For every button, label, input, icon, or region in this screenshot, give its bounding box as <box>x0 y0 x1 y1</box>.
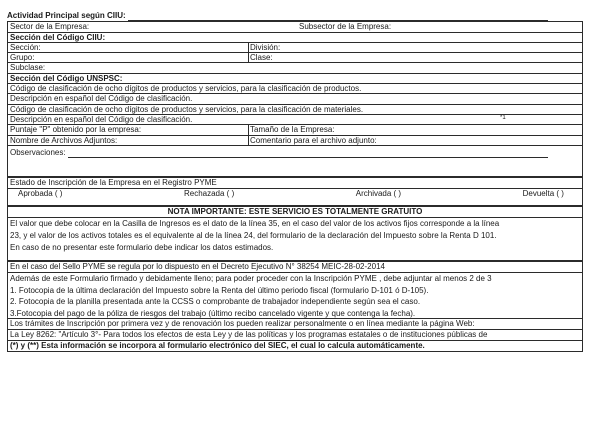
ley-row <box>7 329 583 340</box>
ley-text: La Ley 8262: "Artículo 3°- Para todos los efectos de esta Ley y de las políticas y los programas estatales o de instituciones públicas de <box>10 330 488 340</box>
tamano-field[interactable]: Tamaño de la Empresa: <box>250 125 335 135</box>
sector-label[interactable]: Sector de la Empresa: <box>10 22 90 32</box>
footer-text: (*) y (**) Esta información se incorpora al formulario electrónico del SIEC, el cual lo calcula automáticamente. <box>10 341 425 351</box>
adjuntar-line-4: 3.Fotocopia del pago de la póliza de riesgos del trabajo (último recibo cancelado vigente y que contenga la fecha). <box>10 308 416 318</box>
unspsc-row-3[interactable] <box>7 104 583 114</box>
nota-title-row <box>7 206 583 217</box>
puntaje-row <box>7 124 583 134</box>
subclase-row <box>7 62 583 72</box>
grupo-row <box>7 52 583 62</box>
sello-row <box>7 261 583 272</box>
tramites-text: Los trámites de Inscripción por primera vez y de renovación los pueden realizar personalmente o en línea mediante la página Web: <box>10 319 475 329</box>
adjuntar-line-2: 1. Fotocopia de la última declaración del Impuesto sobre la Renta del último periodo fiscal (formulario D-101 ó D-105). <box>10 285 429 295</box>
unspsc-row-2[interactable] <box>7 93 583 103</box>
nota-title: NOTA IMPORTANTE: ESTE SERVICIO ES TOTALMENTE GRATUITO <box>167 207 423 217</box>
registro-title: Estado de Inscripción de la Empresa en el Registro PYME <box>10 177 217 187</box>
seccion-row <box>7 42 583 52</box>
pyme-registration-form <box>7 11 583 352</box>
aprobada-option[interactable]: Aprobada ( ) <box>18 188 63 198</box>
observaciones-field[interactable] <box>68 157 548 158</box>
activity-label: Actividad Principal según CIIU: <box>7 11 126 20</box>
adjuntar-lines <box>8 273 492 318</box>
grupo-field[interactable]: Grupo: <box>10 53 35 63</box>
unspsc-product-desc: Descripción en español del Código de clasificación. <box>10 94 193 104</box>
seccion-field[interactable]: Sección: <box>10 42 41 52</box>
adjuntar-block <box>7 272 583 318</box>
adjuntar-line-3: 2. Fotocopia de la planilla presentada ante la CCSS o comprobante de trabajador independiente según sea el caso. <box>10 297 421 307</box>
division-field[interactable]: División: <box>250 42 281 52</box>
unspsc-product-code: Código de clasificación de ocho dígitos de productos y servicios, para la clasificación de productos. <box>10 84 362 94</box>
comentario-field[interactable]: Comentario para el archivo adjunto: <box>250 135 377 145</box>
ciiu-title: Sección del Código CIIU: <box>10 32 106 42</box>
puntaje-field[interactable]: Puntaje "P" obtenido por la empresa: <box>10 125 142 135</box>
unspsc-title: Sección del Código UNSPSC: <box>10 73 123 83</box>
observaciones-line[interactable] <box>8 148 548 169</box>
nota-body <box>7 217 583 253</box>
unspsc-row-1[interactable] <box>7 83 583 93</box>
footer-row <box>7 340 583 352</box>
archivada-option[interactable]: Archivada ( ) <box>355 188 402 198</box>
subclase-field[interactable]: Subclase: <box>10 63 46 73</box>
rechazada-option[interactable]: Rechazada ( ) <box>183 188 235 198</box>
nota-line-1: El valor que debe colocar en la Casilla de Ingresos es el dato de la línea 35, en el caso del valor de los activos fijos corresponde a la línea <box>10 219 500 229</box>
spacer-3 <box>7 253 583 261</box>
observaciones-row <box>7 145 583 169</box>
nota-line-2: 23, y el valor de los activos totales es el equivalente al de la línea 24, del formulario de la declaración del Impuesto sobre la Renta D 101. <box>10 231 497 241</box>
activity-row <box>7 11 583 21</box>
registro-status-row <box>7 188 583 198</box>
nota-lines <box>8 218 499 253</box>
sello-text: En el caso del Sello PYME se regula por lo dispuesto en el Decreto Ejecutivo N° 38254 MEIC-28-02-2014 <box>10 262 385 272</box>
tramites-row <box>7 318 583 329</box>
adjuntar-line-1: Además de este Formulario firmado y debidamente lleno; para poder proceder con la Inscripción PYME , debe adjuntar al menos 2 de 3 <box>10 274 492 284</box>
ciiu-title-row <box>7 32 583 42</box>
sector-row <box>7 21 583 31</box>
subsector-label[interactable]: Subsector de la Empresa: <box>299 22 392 32</box>
registro-title-row <box>7 177 583 188</box>
adjuntos-field[interactable]: Nombre de Archivos Adjuntos: <box>10 135 118 145</box>
adjuntos-row <box>7 135 583 145</box>
clase-field[interactable]: Clase: <box>250 53 273 63</box>
unspsc-row-4[interactable] <box>7 114 583 124</box>
unspsc-material-code: Código de clasificación de ocho dígitos de productos y servicios, para la clasificación de materiales. <box>10 104 364 114</box>
spacer-1 <box>7 169 583 177</box>
unspsc-title-row <box>7 73 583 83</box>
observaciones-label: Observaciones: <box>10 147 66 157</box>
unspsc-material-desc: Descripción en español del Código de clasificación. <box>10 114 193 124</box>
unspsc-mark: *1 <box>500 114 506 121</box>
spacer-2 <box>7 198 583 206</box>
devuelta-option[interactable]: Devuelta ( ) <box>522 188 564 198</box>
nota-line-3: En caso de no presentar este formulario debe indicar los datos estimados. <box>10 243 274 253</box>
